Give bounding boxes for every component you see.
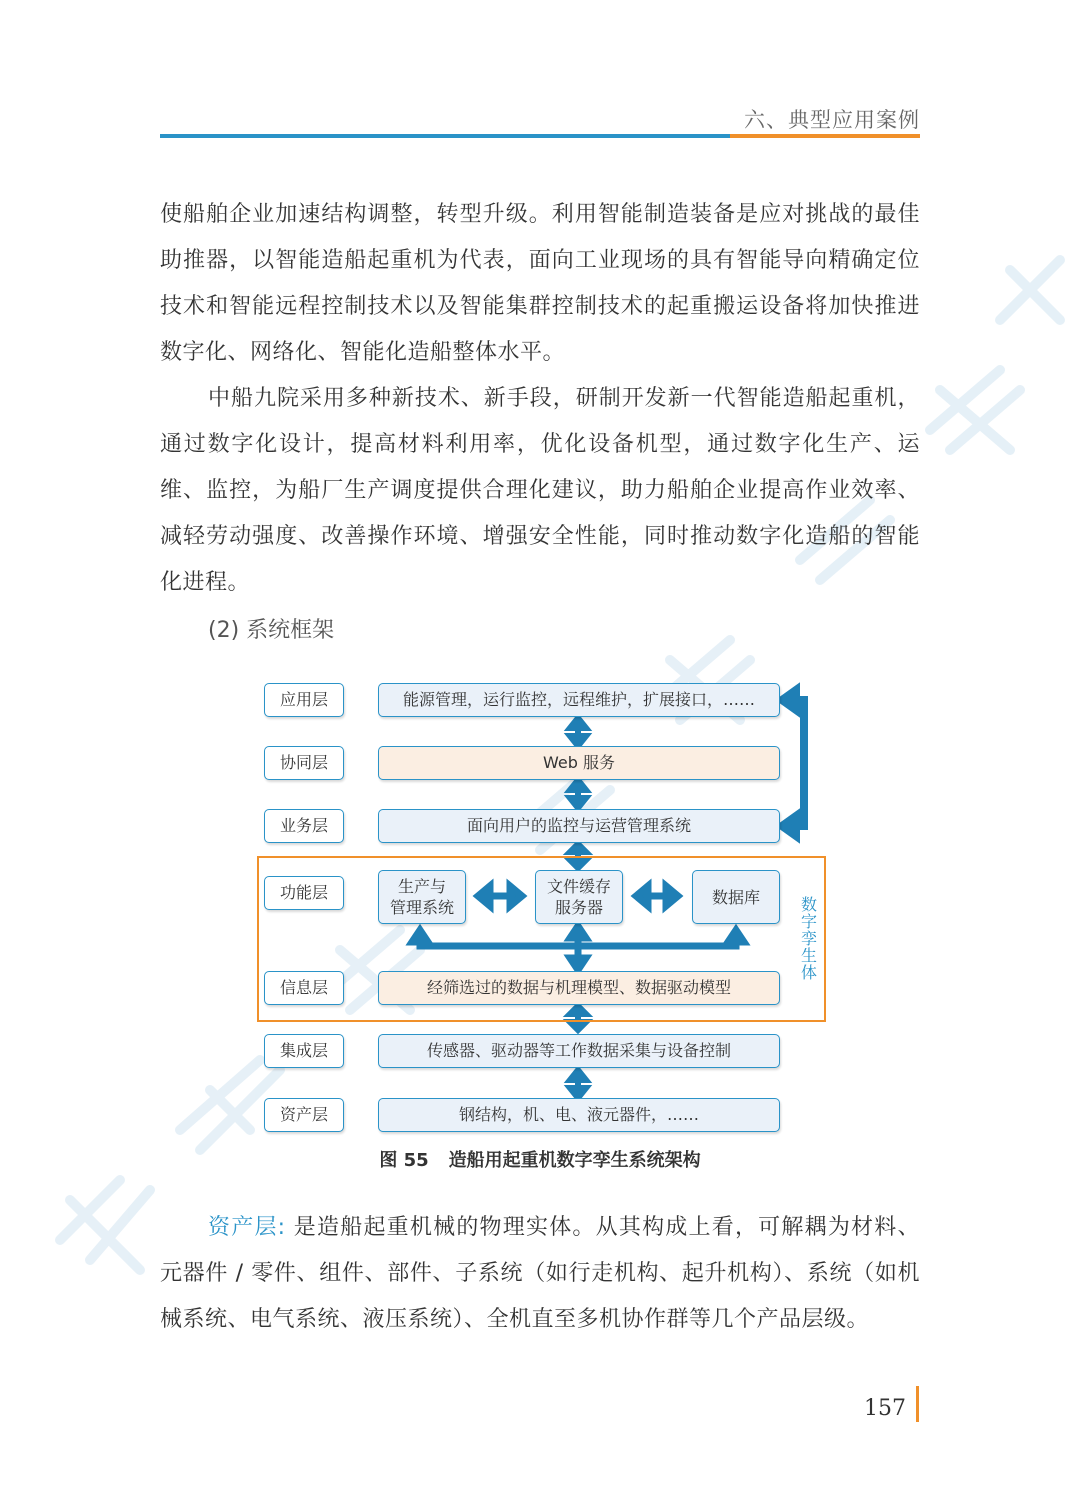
page-number: 157	[864, 1396, 906, 1421]
paragraph-1: 使船舶企业加速结构调整，转型升级。利用智能制造装备是应对挑战的最佳助推器，以智能造船起重机为代表，面向工业现场的具有智能导向精确定位技术和智能远程控制技术以及智能集群控制技术的起重搬运设备将加快推进数字化、网络化、智能化造船整体水平。	[160, 202, 920, 365]
box-file-cache-server: 文件缓存 服务器	[535, 870, 623, 924]
digital-twin-label: 数字孪生体	[800, 895, 817, 982]
paragraph-2: 中船九院采用多种新技术、新手段，研制开发新一代智能造船起重机，通过数字化设计，提高材料利用率，优化设备机型，通过数字化生产、运维、监控，为船厂生产调度提供合理化建议，助力船舶企业提高作业效率、减轻劳动强度、改善操作环境、增强安全性能，同时推动数字化造船的智能化进程。	[160, 386, 920, 595]
layer-label-business: 业务层	[264, 809, 344, 843]
box-collab: Web 服务	[378, 746, 780, 780]
figure-title: 造船用起重机数字孪生系统架构	[448, 1150, 701, 1171]
box-database: 数据库	[692, 870, 780, 924]
layer-label-info: 信息层	[264, 971, 344, 1005]
box-info: 经筛选过的数据与机理模型、数据驱动模型	[378, 971, 780, 1005]
paragraph-3	[160, 1205, 920, 1343]
box-production-system: 生产与 管理系统	[378, 870, 466, 924]
arrow-collab-business	[570, 780, 586, 808]
header-title: 六、典型应用案例	[744, 108, 920, 132]
box-asset: 钢结构，机、电、液元器件，……	[378, 1098, 780, 1132]
feedback-bracket	[782, 690, 804, 836]
layer-label-collab: 协同层	[264, 746, 344, 780]
figure-number: 图 55	[379, 1150, 429, 1171]
layer-label-integration: 集成层	[264, 1034, 344, 1068]
page-number-bar	[916, 1386, 919, 1422]
paragraph-3-text: 是造船起重机械的物理实体。从其构成上看，可解耦为材料、元器件 / 零件、组件、部件、子系统（如行走机构、起升机构）、系统（如机械系统、电气系统、液压系统）、全机直至多机协作群等几个产品层级。	[160, 1215, 920, 1332]
figure-caption	[0, 1146, 1080, 1172]
layer-label-function: 功能层	[264, 876, 344, 910]
arrow-integration-asset	[570, 1070, 586, 1098]
asset-layer-term: 资产层:	[208, 1215, 286, 1240]
layer-label-app: 应用层	[264, 683, 344, 717]
box-app: 能源管理，运行监控，远程维护，扩展接口，……	[378, 683, 780, 717]
arrow-app-collab	[570, 718, 586, 746]
box-integration: 传感器、驱动器等工作数据采集与设备控制	[378, 1034, 780, 1068]
digital-twin-frame	[257, 856, 826, 1022]
box-business: 面向用户的监控与运营管理系统	[378, 809, 780, 843]
subheading-system-framework: (2) 系统框架	[208, 618, 335, 643]
layer-label-asset: 资产层	[264, 1098, 344, 1132]
